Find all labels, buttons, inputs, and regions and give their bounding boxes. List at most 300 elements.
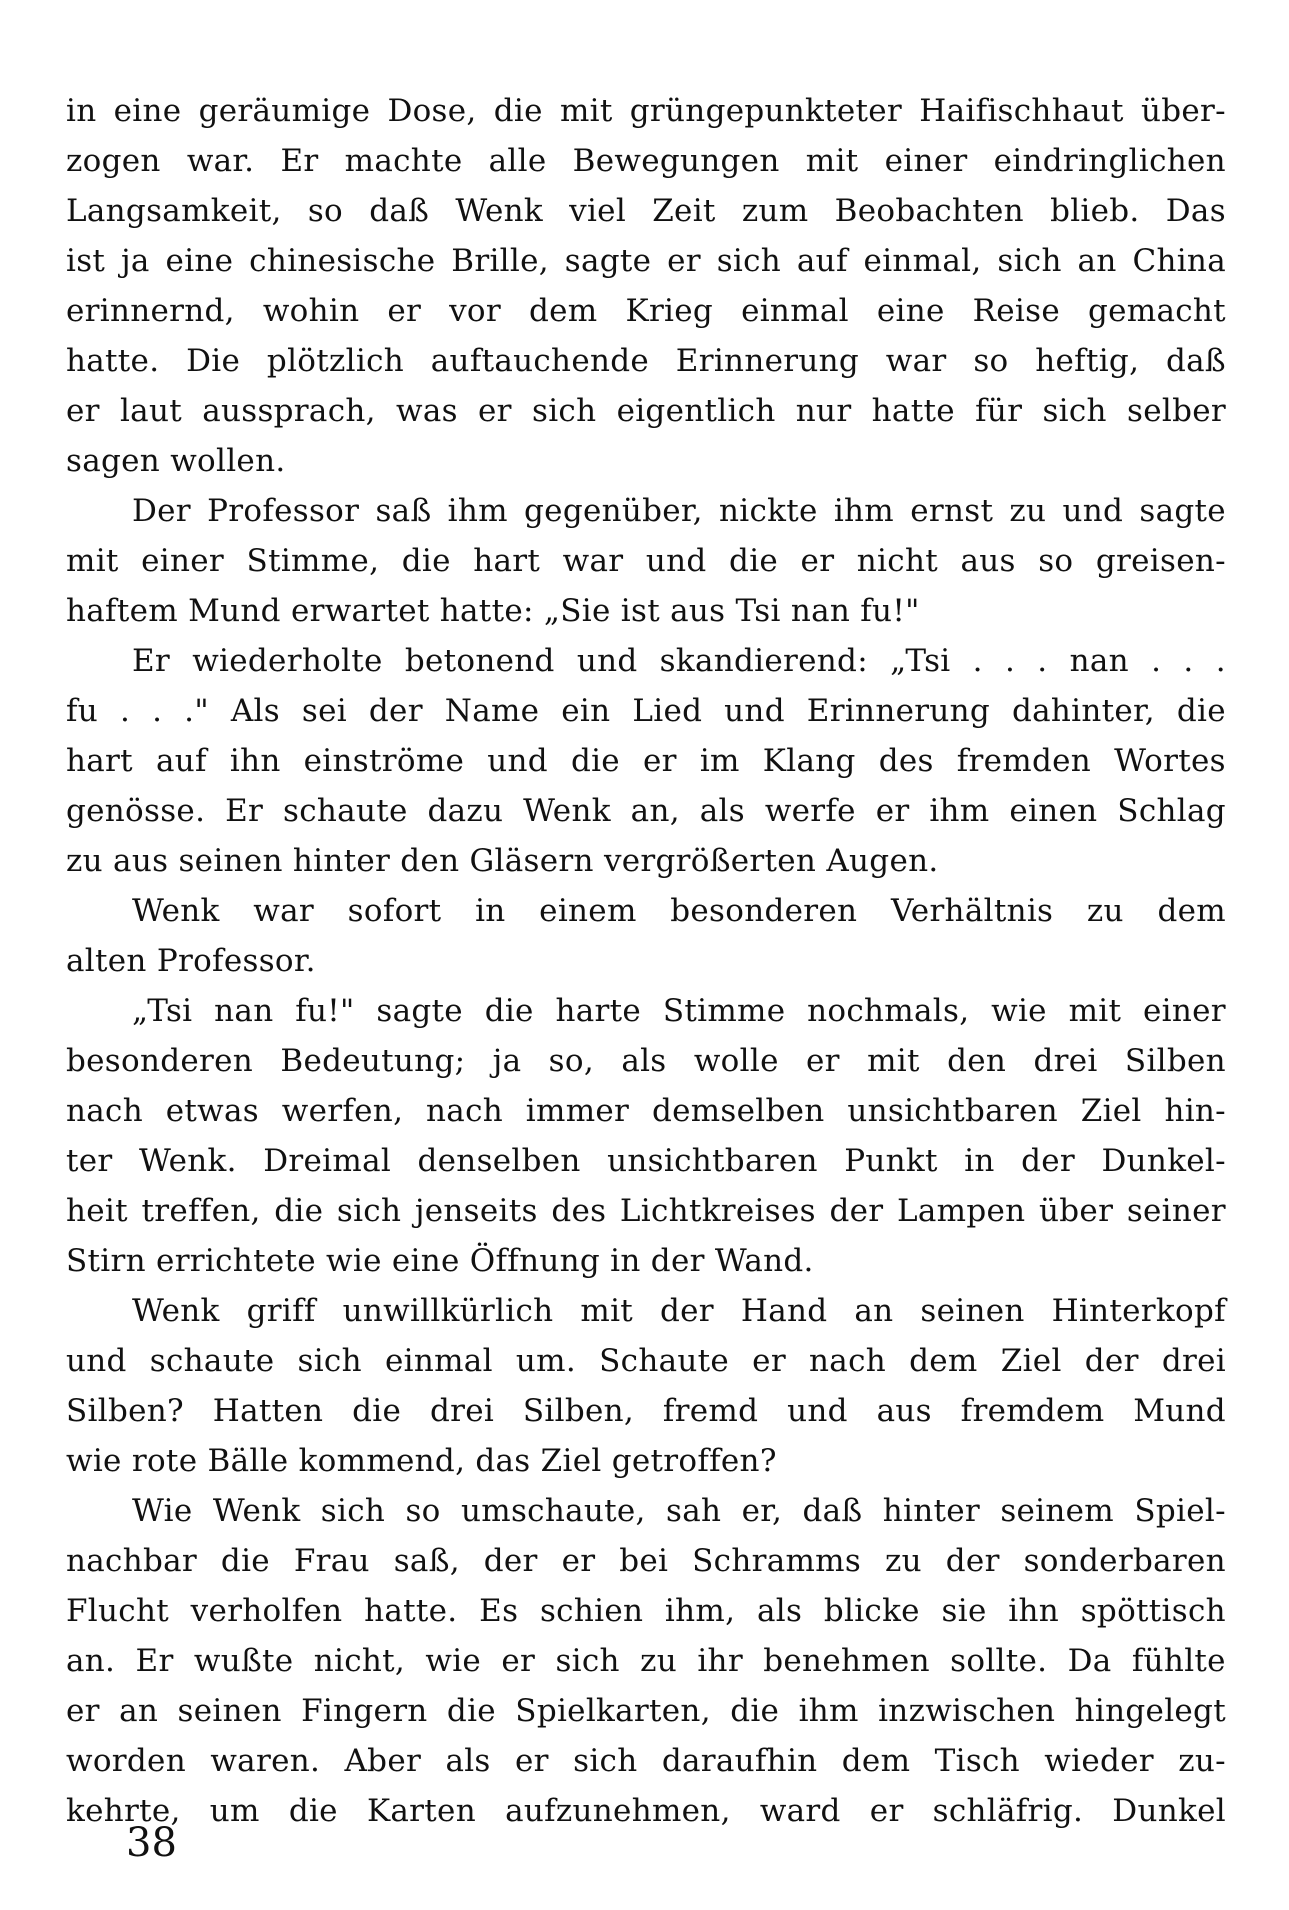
text-word: aus [876,1393,932,1429]
text-word: greisen- [1095,543,1226,579]
text-word: mit [559,93,613,129]
text-word: ihm [447,493,508,529]
text-word: die [570,743,620,779]
text-word: . [119,693,131,729]
text-word: sie [941,1593,987,1629]
text-word: als [621,1043,667,1079]
text-word: ward [759,1793,841,1829]
text-word: sollte. [950,1643,1048,1679]
text-word: er [667,243,701,279]
text-word: sich [532,393,597,429]
text-word: kehrte, [66,1793,181,1829]
text-word: Hatten [212,1393,324,1429]
text-word: der [483,1543,538,1579]
text-word: Lichtkreises [619,1193,816,1229]
text-word: werfen, [281,1093,404,1129]
text-word: einem [539,893,637,929]
text-word: eigentlich [616,393,776,429]
text-word: Ziel [1080,1093,1142,1129]
text-word: nach [66,1093,143,1129]
text-word: Wenk [523,793,611,829]
text-word: wie [425,1643,482,1679]
text-word: war. [186,143,255,179]
text-word: unsichtbaren [607,1143,818,1179]
text-word: Lampen [896,1193,1026,1229]
text-word: dem [529,293,598,329]
text-word: der [368,693,423,729]
text-word: aussprach, [202,393,376,429]
text-word: mit [867,1043,920,1079]
text-word: er [806,1043,840,1079]
text-word: Er [135,1643,174,1679]
text-word: sich [716,243,782,279]
text-word: treffen, [141,1193,261,1229]
text-word: zum [741,193,809,229]
text-line [66,1786,1226,1836]
text-word: Mund [1133,1393,1226,1429]
text-word: sich [555,1643,620,1679]
text-line [66,586,1226,636]
text-word: jenseits [414,1193,538,1229]
text-word: Stimme, [246,543,380,579]
text-word: heit [66,1193,128,1229]
text-word: und [66,1343,127,1379]
text-word: waren. [210,1743,321,1779]
text-word: ter [66,1143,113,1179]
text-line [66,636,1226,686]
text-word: so, [548,1043,594,1079]
text-word: fremdem [960,1393,1105,1429]
text-word: bei [619,1543,669,1579]
text-word: war [253,893,315,929]
text-word: Dunkel [1112,1793,1226,1829]
text-word: ihr [697,1643,743,1679]
text-word: einen [1009,793,1098,829]
text-word: Dreimal [263,1143,392,1179]
text-word: „Tsi [890,643,951,679]
text-word: geräumige [198,93,371,129]
text-word: nur [795,393,852,429]
text-word: er [387,293,422,329]
text-word: fremd [662,1393,759,1429]
text-line [66,86,1226,136]
text-word: seinem [1000,1493,1115,1529]
text-word: plötzlich [266,343,404,379]
text-line-content: alten Professor. [66,943,316,979]
text-word: Er [225,793,264,829]
text-word: drei [1033,1043,1098,1079]
text-word: er, [741,1493,783,1529]
text-word: ernst [910,493,994,529]
text-word: gemacht [1087,293,1226,329]
text-word: und [1062,493,1124,529]
text-word: Erinnerung [675,343,860,379]
text-word: um [209,1793,260,1829]
text-word: inzwischen [878,1693,1056,1729]
text-word: nach [426,1093,503,1129]
text-word: zu- [1178,1743,1226,1779]
text-line-content: zu aus seinen hinter den Gläsern vergrößerten Augen. [66,843,939,879]
text-word: China [1132,243,1226,279]
text-word: hinter [882,1493,980,1529]
text-word: ihm, [664,1593,736,1629]
text-word: genösse. [66,793,206,829]
text-word: nochmals, [807,993,970,1029]
text-line [66,536,1226,586]
text-word: Karten [366,1793,476,1829]
text-word: Name [444,693,540,729]
text-word: hingelegt [1074,1693,1226,1729]
text-word: an, [630,793,680,829]
text-word: griff [246,1293,316,1329]
text-word: an [854,1293,894,1329]
text-word: fremden [956,743,1092,779]
text-line [66,1336,1226,1386]
text-word: . [152,693,163,729]
text-line [66,336,1226,386]
text-word: sah [666,1493,722,1529]
text-word: ihn [229,743,281,779]
text-word: heftig, [1035,343,1140,379]
text-word: sich [573,1743,638,1779]
text-word: die [484,993,534,1029]
text-word: unsichtbaren [847,1093,1058,1129]
text-word: Stimme [662,993,786,1029]
text-word: die [352,1393,402,1429]
text-word: besonderen [66,1043,254,1079]
text-word: vor [449,293,502,329]
text-line-content: wie rote Bälle kommend, das Ziel getroffen? [66,1443,777,1479]
text-word: saß, [393,1543,460,1579]
text-word: alle [488,143,547,179]
text-word: eine [165,243,234,279]
text-word: harte [555,993,642,1029]
text-word: eine [876,293,945,329]
text-word: nicht, [313,1643,406,1679]
text-word: Brille, [451,243,549,279]
text-line [66,1386,1226,1436]
text-word: Silben? [66,1393,184,1429]
text-word: aus [960,543,1016,579]
text-word: zogen [66,143,161,179]
text-word: ihm [798,1693,859,1729]
text-word: einer [884,143,968,179]
text-word: ist [66,243,106,279]
text-word: chinesische [249,243,436,279]
text-word: Schaute [599,1343,730,1379]
text-word: zu [884,1543,922,1579]
text-word: dem [1157,893,1226,929]
text-line [66,236,1226,286]
text-word: ein [561,693,611,729]
text-word: Das [1165,193,1226,229]
text-word: er [800,543,835,579]
text-word: mit [580,1293,634,1329]
text-word: worden [66,1743,186,1779]
text-word: seinen [920,1293,1025,1329]
text-word: der [1084,1343,1139,1379]
text-word: ja [492,1043,522,1079]
text-word: der [945,1543,1000,1579]
text-word: an [119,1693,159,1729]
text-word: denselben [417,1143,581,1179]
text-word: Wenk [455,193,543,229]
text-word: Beobachten [834,193,1024,229]
text-word: . [1183,643,1194,679]
text-word: blicke [823,1593,920,1629]
text-word: daß [369,193,430,229]
text-word: sonderbaren [1023,1543,1226,1579]
text-word: mit [805,143,859,179]
text-word: nan [1069,643,1129,679]
text-word: Verhältnis [890,893,1054,929]
text-word: Flucht [66,1593,169,1629]
text-word: Langsamkeit, [66,193,282,229]
text-word: wolle [693,1043,779,1079]
text-word: Als [230,693,280,729]
text-word: auf [796,243,848,279]
text-word: einmal [741,293,849,329]
text-line [66,1186,1226,1236]
text-word: Bedeutung; [280,1043,466,1079]
text-word: daraufhin [661,1743,818,1779]
text-word: schaute [149,1343,275,1379]
text-word: wie [991,993,1047,1029]
text-line [66,486,1226,536]
text-word: ja [121,243,150,279]
text-word: . [1037,643,1048,679]
text-word: über- [1140,93,1226,129]
text-word: an [1077,243,1117,279]
text-word: Aber [344,1743,422,1779]
text-line [66,1086,1226,1136]
text-word: . [1215,643,1226,679]
text-word: Wenk. [138,1143,237,1179]
text-line [66,686,1226,736]
text-word: einmal, [863,243,982,279]
text-word: drei [1161,1343,1226,1379]
text-word: Schramms [692,1543,862,1579]
text-line [66,786,1226,836]
text-word: er [66,1693,100,1729]
text-word: . [1004,643,1016,679]
text-word: nan [214,993,274,1029]
text-word: schläfrig. [932,1793,1084,1829]
text-word: und [645,543,707,579]
text-word: Er [132,643,171,679]
text-word: umschaute, [460,1493,646,1529]
text-word: die [729,543,779,579]
text-word: nach [809,1343,887,1379]
text-word: Tisch [934,1743,1020,1779]
text-word: er [66,393,100,429]
text-word: Der [132,493,191,529]
text-word: der [660,1293,714,1329]
text-word: Silben, [522,1393,635,1429]
text-word: und [724,693,785,729]
text-word: ihm [929,793,990,829]
text-line [66,286,1226,336]
text-line [66,186,1226,236]
text-word: etwas [165,1093,259,1129]
text-word: Spielkarten, [515,1693,711,1729]
text-word: als [699,793,745,829]
text-word: auftauchende [430,343,650,379]
text-word: schien [539,1593,644,1629]
page-number: 38 [126,1820,177,1866]
text-word: viel [569,193,627,229]
text-word: so [973,343,1009,379]
text-word: Reise [972,293,1060,329]
text-word: Haifischhaut [919,93,1124,129]
text-word: was [396,393,458,429]
text-word: so [307,193,343,229]
text-word: Da [1067,1643,1112,1679]
text-line-content: haftem Mund erwartet hatte: „Sie ist aus Tsi nan fu!" [66,593,920,629]
text-word: seinen [177,1693,282,1729]
text-word: zu [1009,493,1047,529]
text-word: Dose, [387,93,477,129]
text-word: sofort [347,893,442,929]
text-word: Erinnerung [806,693,991,729]
text-word: er [515,1743,549,1779]
text-word: erinnernd, [66,293,235,329]
text-line [66,1636,1226,1686]
text-word: Wie [132,1493,193,1529]
text-word: einer [1143,993,1226,1029]
text-word: Punkt [844,1143,938,1179]
page-body-text [66,86,1226,1836]
text-line [66,986,1226,1036]
text-word: grüngepunkteter [629,93,903,129]
text-line [66,1036,1226,1086]
text-word: auf [155,743,207,779]
text-word: Spiel- [1134,1493,1226,1529]
text-line [66,1536,1226,1586]
text-word: er [561,1543,596,1579]
text-word: immer [525,1093,630,1129]
text-word: dazu [427,793,504,829]
text-line [66,1436,1226,1486]
text-word: im [699,743,740,779]
text-word: seiner [1126,1193,1226,1229]
text-word: er [875,793,910,829]
text-word: nachbar [66,1543,198,1579]
text-word: einmal [384,1343,493,1379]
text-word: um. [515,1343,577,1379]
text-word: der [1021,1143,1076,1179]
text-word: hart [66,743,133,779]
text-word: war [562,543,624,579]
text-word: „Tsi [132,993,193,1029]
text-word: machte [344,143,463,179]
text-word: Die [186,343,241,379]
text-word: betonend [404,643,555,679]
text-word: Fingern [301,1693,428,1729]
text-word: selber [1127,393,1226,429]
text-word: Er [280,143,319,179]
text-word: sich [297,1343,362,1379]
text-word: wiederholte [192,643,383,679]
text-word: Hand [740,1293,828,1329]
text-word: Dunkel- [1101,1143,1226,1179]
text-word: ." [184,693,209,729]
text-line [66,836,1226,886]
text-word: Bewegungen [572,143,780,179]
text-word: saß [375,493,432,529]
text-word: zu [640,1643,678,1679]
text-word: fühlte [1131,1643,1226,1679]
text-word: gegenüber, [524,493,703,529]
text-word: fu [66,693,99,729]
text-word: sagte [1139,493,1226,529]
text-word: laut [119,393,182,429]
text-word: des [551,1193,607,1229]
text-word: dem [841,1743,911,1779]
text-word: in [964,1143,995,1179]
text-word: er [478,393,512,429]
text-line [66,1286,1226,1336]
text-word: an. [66,1643,116,1679]
text-word: der [829,1193,884,1229]
text-word: benehmen [763,1643,930,1679]
text-word: Es [479,1593,519,1629]
text-word: Zeit [652,193,716,229]
text-word: schaute [283,793,408,829]
text-line [66,136,1226,186]
text-word: für [975,393,1023,429]
text-word: sagte [564,243,652,279]
text-word: einer [141,543,225,579]
text-word: einströme [303,743,465,779]
text-word: Wenk [132,1293,220,1329]
text-word: und [576,643,638,679]
text-word: Hinterkopf [1051,1293,1226,1329]
text-word: sei [301,693,347,729]
text-word: mit [1068,993,1122,1029]
text-line [66,1736,1226,1786]
text-line [66,886,1226,936]
text-word: Wenk [212,1493,301,1529]
text-word: die [274,1193,324,1229]
text-word: nicht [856,543,938,579]
text-word: und [787,1393,848,1429]
text-word: die [401,543,451,579]
text-word: sagte [376,993,463,1029]
text-word: hin- [1164,1093,1226,1129]
text-word: war [885,343,947,379]
text-word: Ziel [1000,1343,1062,1379]
text-word: über [1039,1193,1114,1229]
text-word: die [730,1693,780,1729]
text-word: besonderen [670,893,858,929]
text-word: die [493,93,543,129]
text-word: in [66,93,97,129]
text-word: Wortes [1114,743,1226,779]
text-word: als [756,1593,803,1629]
text-word: verholfen [190,1593,343,1629]
text-word: er [752,1343,786,1379]
text-word: sich [336,1193,402,1229]
text-line [66,1236,1226,1286]
text-word: sich [320,1493,386,1529]
text-word: hart [473,543,541,579]
text-word: . [1151,643,1162,679]
text-word: demselben [651,1093,825,1129]
text-word: drei [429,1393,495,1429]
text-word: Silben [1124,1043,1226,1079]
text-word: so [405,1493,441,1529]
